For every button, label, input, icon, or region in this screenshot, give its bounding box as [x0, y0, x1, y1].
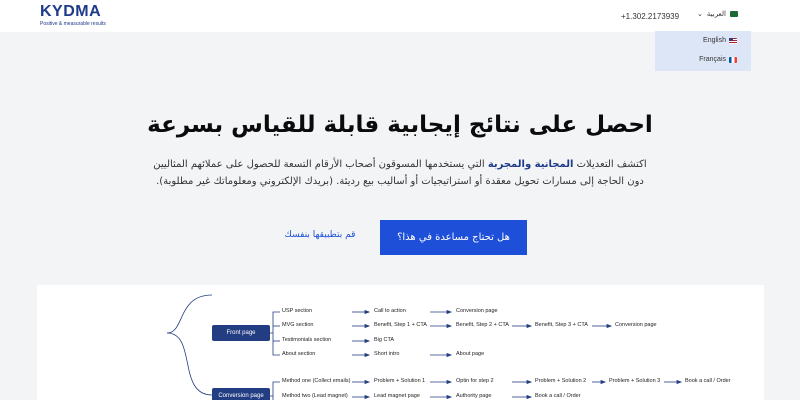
logo[interactable]: [40, 4, 106, 27]
hero-subtitle-highlight: المجانية والمجربة: [487, 159, 574, 170]
front-page-node: Front page: [212, 325, 270, 341]
diagram-label: Big CTA: [374, 337, 395, 343]
diagram-label: About section: [282, 351, 316, 357]
diagram-label: Method two (Lead magnet): [282, 393, 348, 399]
hero-subtitle: [150, 156, 650, 190]
hero-title: احصل على نتائج إيجابية قابلة للقياس بسرعة: [147, 112, 653, 138]
need-help-button[interactable]: هل تحتاج مساعدة في هذا؟: [380, 220, 527, 255]
diagram-label: Book a call / Order: [685, 378, 731, 384]
chevron-down-icon: ⌄: [697, 10, 703, 18]
diagram-label: Optin for step 2: [456, 378, 494, 384]
conversion-page-node: Conversion page: [212, 388, 270, 400]
diagram-label: Benefit, Step 1 + CTA: [374, 322, 427, 328]
sa-flag-icon: [730, 11, 738, 17]
diagram-label: Lead magnet page: [374, 393, 420, 399]
hero-subtitle-pre: اكتشف التعديلات: [573, 159, 647, 170]
language-dropdown: [655, 31, 751, 71]
diagram-label: Benefit, Step 2 + CTA: [456, 322, 509, 328]
diagram-label: Testimonials section: [282, 337, 332, 343]
diagram-label: USP section: [282, 308, 313, 314]
diagram-label: Benefit, Step 3 + CTA: [535, 322, 588, 328]
diagram-label: Conversion page: [456, 308, 498, 314]
apply-yourself-link[interactable]: قم بتطبيقها بنفسك: [284, 230, 356, 240]
language-option-english[interactable]: [703, 37, 737, 44]
logo-tagline: Positive & measurable results: [40, 21, 106, 27]
diagram-label: Method one (Collect emails): [282, 378, 351, 384]
diagram-label: Problem + Solution 2: [535, 378, 587, 384]
language-option-label: Français: [699, 56, 726, 63]
site-header: [0, 0, 800, 32]
diagram-label: Problem + Solution 1: [374, 378, 426, 384]
logo-text: KYDMA: [40, 3, 102, 20]
diagram-label: Call to action: [374, 308, 406, 314]
diagram-label: MVG section: [282, 322, 314, 328]
current-language-label: العربية: [706, 10, 727, 18]
language-option-label: English: [703, 37, 726, 44]
language-selector[interactable]: [697, 10, 738, 18]
diagram-label: About page: [456, 351, 485, 357]
language-option-french[interactable]: [699, 56, 737, 63]
phone-number[interactable]: +1.302.2173939: [621, 12, 680, 21]
diagram-label: Conversion page: [615, 322, 657, 328]
us-flag-icon: [729, 38, 737, 44]
diagram-label: Authority page: [456, 393, 492, 399]
fr-flag-icon: [729, 57, 737, 63]
diagram-label: Problem + Solution 3: [609, 378, 661, 384]
hero-subtitle-post: التي يستخدمها المسوقون أصحاب الأرقام التسعة للحصول على عملائهم المثاليين دون الحاجة إلى مسارات تحويل معقدة أو استراتيجيات أو أساليب بيع رديئة. (بريدك الإلكتروني ومعلوماتك غير مطلوبة).: [153, 159, 644, 187]
diagram-label: Book a call / Order: [535, 393, 581, 399]
diagram-label: Short intro: [374, 351, 400, 357]
funnel-diagram: [37, 285, 764, 400]
